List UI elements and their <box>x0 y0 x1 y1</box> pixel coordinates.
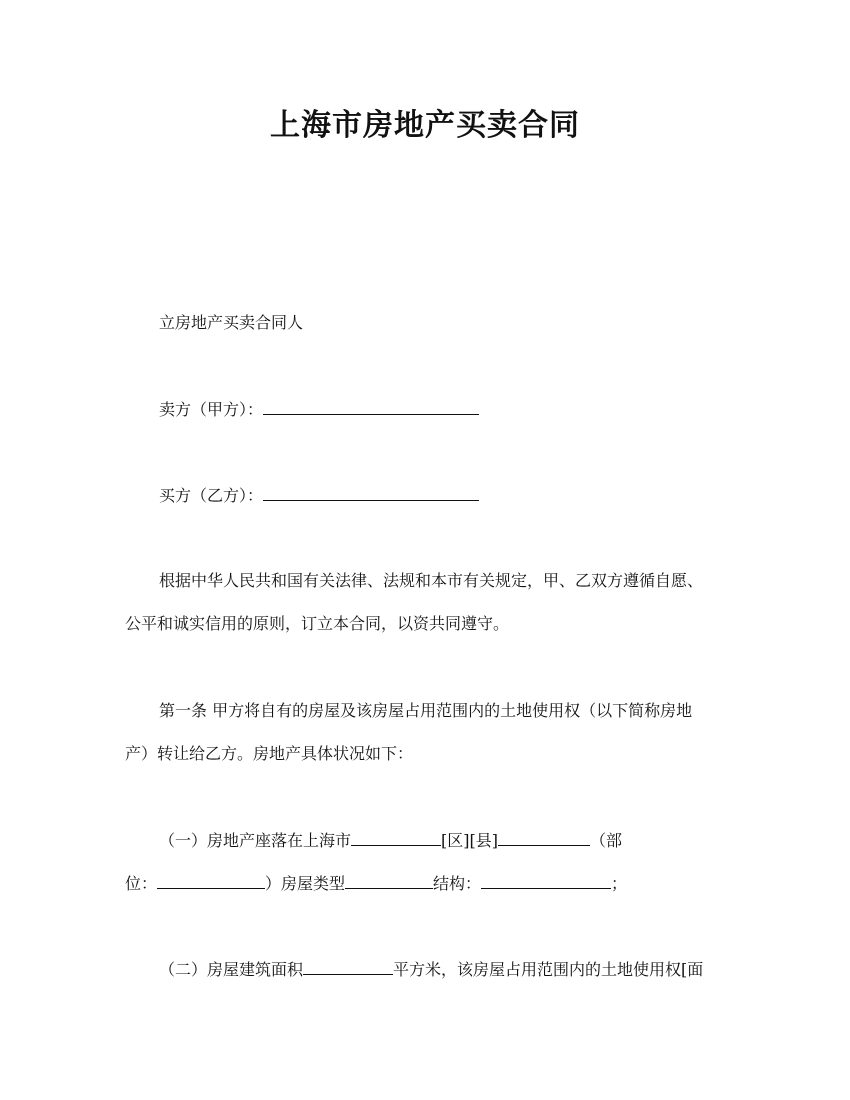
article1-line-1: 第一条 甲方将自有的房屋及该房屋占用范围内的土地使用权（以下简称房地 <box>159 701 693 720</box>
item1-prefix: （一）房地产座落在上海市 <box>159 831 352 850</box>
buyer-name-blank <box>263 485 479 501</box>
preamble-line-1: 根据中华人民共和国有关法律、法规和本市有关规定，甲、乙双方遵循自愿、 <box>159 571 704 590</box>
structure-label: 结构： <box>433 874 482 893</box>
buyer-label: 买方（乙方）： <box>159 486 264 505</box>
preamble-line-2: 公平和诚实信用的原则，订立本合同，以资共同遵守。 <box>125 614 510 633</box>
item2-text: 平方米，该房屋占用范围内的土地使用权[面 <box>393 960 704 979</box>
item1-line-1 <box>159 830 622 851</box>
buyer-line <box>159 485 479 506</box>
item1-line-2 <box>125 873 627 894</box>
intro-line: 立房地产买卖合同人 <box>159 313 304 332</box>
part-open: （部 <box>590 831 623 850</box>
structure-blank <box>481 873 611 889</box>
item1-end: ； <box>611 874 628 893</box>
article1-line-2: 产）转让给乙方。房地产具体状况如下： <box>125 744 414 763</box>
seller-label: 卖方（甲方）： <box>159 400 264 419</box>
type-label: ）房屋类型 <box>265 874 346 893</box>
item2-prefix: （二）房屋建筑面积 <box>159 960 304 979</box>
district-blank <box>498 830 590 846</box>
item2-line-1 <box>159 959 703 980</box>
area-blank <box>303 959 393 975</box>
document-title: 上海市房地产买卖合同 <box>270 108 580 143</box>
part-blank <box>157 873 265 889</box>
seller-line <box>159 399 479 420</box>
city-blank <box>351 830 441 846</box>
seller-name-blank <box>263 399 479 415</box>
district-label: [区][县] <box>441 831 498 850</box>
type-blank <box>345 873 433 889</box>
part-label: 位： <box>125 874 158 893</box>
